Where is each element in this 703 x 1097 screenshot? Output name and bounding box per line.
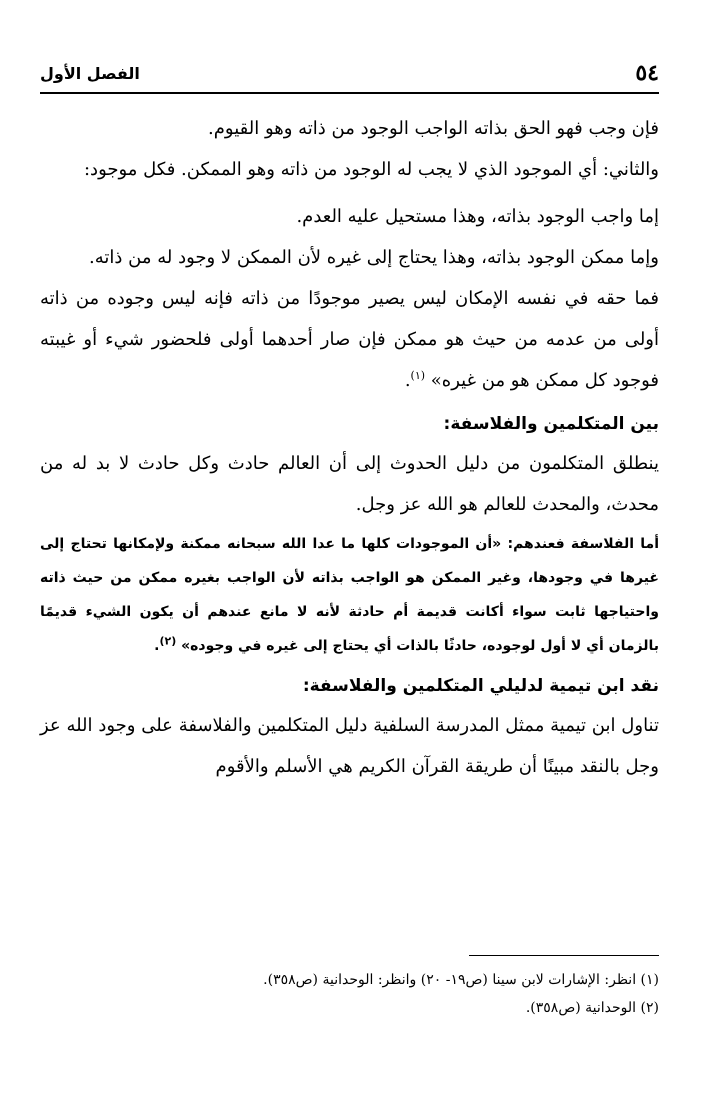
paragraph-5	[40, 278, 659, 401]
paragraph-2: والثاني: أي الموجود الذي لا يجب له الوجود من ذاته وهو الممكن. فكل موجود:	[83, 159, 659, 180]
footnote-ref-1: (١)	[410, 369, 426, 382]
section-1-quote	[40, 527, 659, 663]
paragraph-1: فإن وجب فهو الحق بذاته الواجب الوجود من ذاته وهو القيوم.	[208, 118, 659, 139]
section-heading-theologians-philosophers: بين المتكلمين والفلاسفة:	[443, 414, 659, 434]
section-heading-ibn-taymiyyah-critique: نقد ابن تيمية لدليلي المتكلمين والفلاسفة:	[302, 676, 659, 696]
paragraph-5-text: فما حقه في نفسه الإمكان ليس يصير موجودًا من ذاته فإنه ليس وجوده من ذاته أولى من عدمه من حيث هو ممكن فإن صار أحدهما أولى فلحضور شيء أو غيبته فوجود كل ممكن هو من غيره»	[40, 288, 659, 391]
section-1-quote-text: أما الفلاسفة فعندهم: «أن الموجودات كلها ما عدا الله سبحانه ممكنة ولإمكانها تحتاج إلى غيرها في وجودها، وغير الممكن هو الواجب بذاته لأن الواجب بغيره ممكن من حيث ذاته واحتياجها ثابت سواء أكانت قديمة أم حادثة لأنه لا مانع عندهم أن يكون الشيء قديمًا بالزمان أي لا أول لوجوده، حادثًا بالذات أي يحتاج إلى غيره في وجوده»	[40, 536, 659, 654]
footnote-ref-2: (٢)	[159, 634, 177, 648]
section-1-paragraph-1: ينطلق المتكلمون من دليل الحدوث إلى أن العالم حادث وكل حادث لا بد له من محدث، والمحدث للعالم هو الله عز وجل.	[40, 453, 659, 515]
page-number: ٥٤	[635, 60, 659, 86]
footnote-1: (١) انظر: الإشارات لابن سينا (ص١٩- ٢٠) وانظر: الوحدانية (ص٣٥٨).	[263, 972, 659, 988]
footnote-2: (٢) الوحدانية (ص٣٥٨).	[525, 1000, 659, 1016]
page-body	[40, 108, 659, 787]
section-2-paragraph-1: تناول ابن تيمية ممثل المدرسة السلفية دليل المتكلمين والفلاسفة على وجود الله عز وجل بالنقد مبينًا أن طريقة القرآن الكريم هي الأسلم والأقوم	[40, 715, 659, 777]
footnote-divider	[469, 955, 659, 956]
paragraph-3: إما واجب الوجود بذاته، وهذا مستحيل عليه العدم.	[296, 206, 659, 227]
section-1-quote-end: .	[154, 638, 160, 654]
paragraph-4: وإما ممكن الوجود بذاته، وهذا يحتاج إلى غيره لأن الممكن لا وجود له من ذاته.	[89, 247, 659, 268]
page-header	[40, 58, 659, 94]
footnotes	[40, 966, 659, 1022]
chapter-title: الفصل الأول	[40, 64, 140, 83]
paragraph-5-end: .	[404, 370, 411, 391]
